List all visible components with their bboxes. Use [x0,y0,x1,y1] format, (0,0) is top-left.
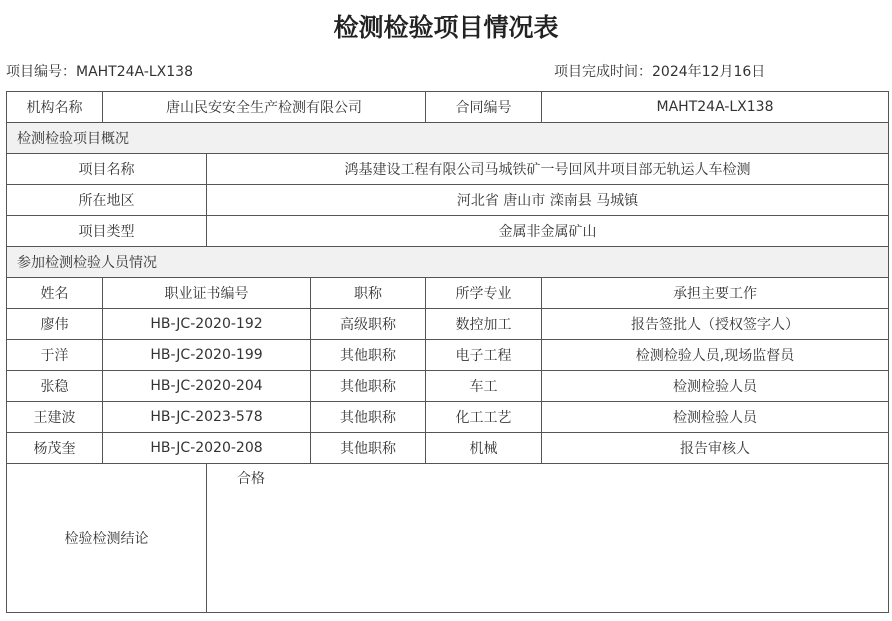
header-duty: 承担主要工作 [542,278,889,309]
contract-value: MAHT24A-LX138 [542,92,889,123]
person-title: 其他职称 [311,371,426,402]
overview-section-row [7,123,889,154]
overview-row [7,185,889,216]
header-major: 所学专业 [426,278,542,309]
person-duty: 检测检验人员 [542,402,889,433]
overview-value: 鸿基建设工程有限公司马城铁矿一号回风井项目部无轨运人车检测 [207,154,889,185]
person-cert-no: HB-JC-2023-578 [103,402,311,433]
header-cert-no: 职业证书编号 [103,278,311,309]
person-cert-no: HB-JC-2020-192 [103,309,311,340]
org-value: 唐山民安安全生产检测有限公司 [103,92,426,123]
finish-time-value: 2024年12月16日 [652,64,766,80]
person-major: 化工工艺 [426,402,542,433]
person-major: 车工 [426,371,542,402]
inspection-table [6,91,889,613]
person-duty: 检测检验人员 [542,371,889,402]
person-title: 其他职称 [311,433,426,464]
overview-row [7,154,889,185]
personnel-row [7,309,889,340]
project-number [6,62,193,82]
overview-section-label: 检测检验项目概况 [7,123,889,154]
personnel-row [7,433,889,464]
person-cert-no: HB-JC-2020-208 [103,433,311,464]
header-name: 姓名 [7,278,103,309]
person-title: 其他职称 [311,340,426,371]
personnel-row [7,371,889,402]
person-name: 张稳 [7,371,103,402]
conclusion-value: 合格 [207,464,889,613]
personnel-section-row [7,247,889,278]
person-duty: 报告审核人 [542,433,889,464]
person-major: 机械 [426,433,542,464]
overview-value: 河北省 唐山市 滦南县 马城镇 [207,185,889,216]
org-row [7,92,889,123]
person-title: 其他职称 [311,402,426,433]
person-major: 电子工程 [426,340,542,371]
person-cert-no: HB-JC-2020-199 [103,340,311,371]
conclusion-row [7,464,889,613]
finish-time [554,62,765,82]
person-major: 数控加工 [426,309,542,340]
project-number-value: MAHT24A-LX138 [76,64,193,80]
overview-label: 所在地区 [7,185,207,216]
personnel-header-row [7,278,889,309]
overview-value: 金属非金属矿山 [207,216,889,247]
org-label: 机构名称 [7,92,103,123]
contract-label: 合同编号 [426,92,542,123]
person-name: 王建波 [7,402,103,433]
person-duty: 报告签批人（授权签字人） [542,309,889,340]
document-title: 检测检验项目情况表 [333,13,559,42]
overview-label: 项目名称 [7,154,207,185]
person-title: 高级职称 [311,309,426,340]
person-name: 廖伟 [7,309,103,340]
overview-row [7,216,889,247]
person-duty: 检测检验人员,现场监督员 [542,340,889,371]
personnel-row [7,402,889,433]
finish-time-label: 项目完成时间： [554,64,652,80]
person-name: 杨茂奎 [7,433,103,464]
person-name: 于洋 [7,340,103,371]
project-number-label: 项目编号： [6,64,76,80]
personnel-section-label: 参加检测检验人员情况 [7,247,889,278]
overview-label: 项目类型 [7,216,207,247]
conclusion-label: 检验检测结论 [7,464,207,613]
person-cert-no: HB-JC-2020-204 [103,371,311,402]
header-title: 职称 [311,278,426,309]
personnel-row [7,340,889,371]
